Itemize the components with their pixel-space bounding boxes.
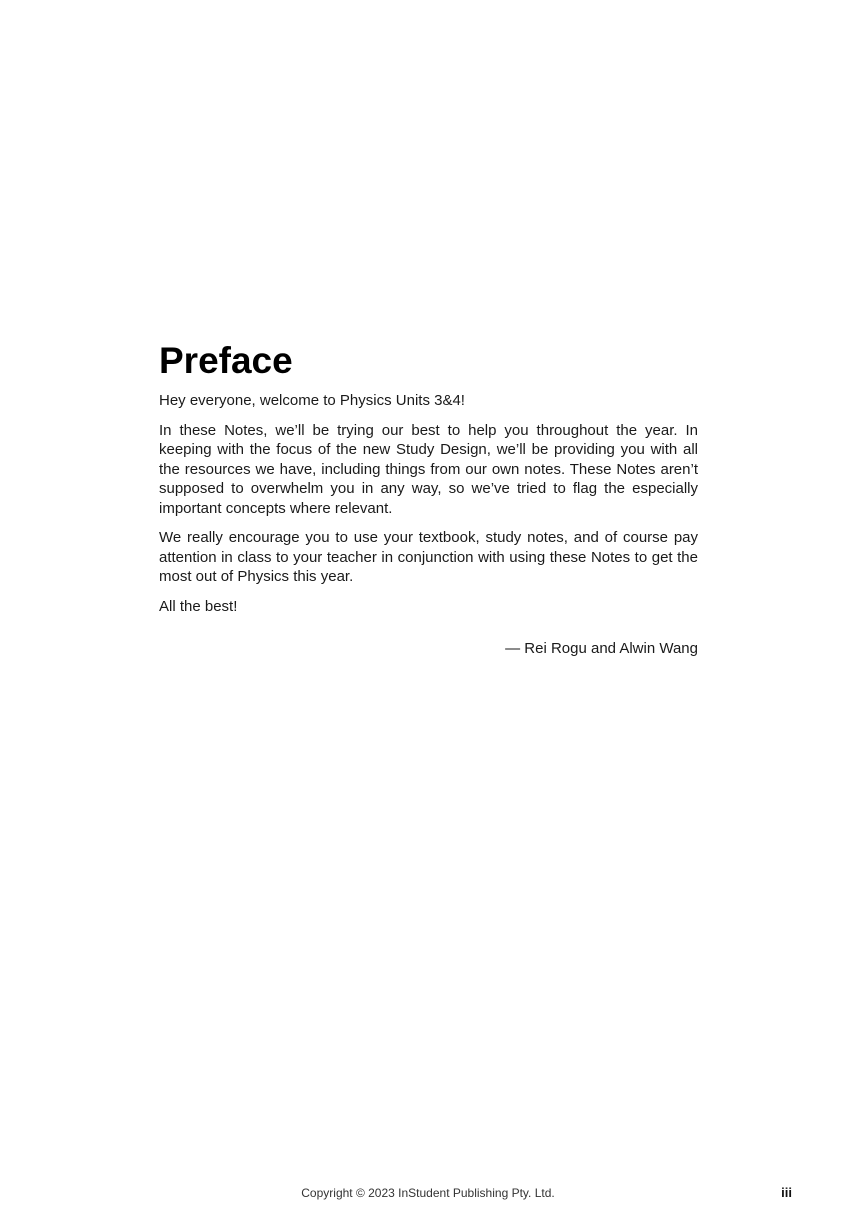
paragraph-encouragement: We really encourage you to use your textbook, study notes, and of course pay attention in class to your teacher in conjunction with using these Notes to get the most out of Physics this year. xyxy=(159,529,698,585)
paragraph-closing: All the best! xyxy=(159,597,238,615)
paragraph-notes-purpose: In these Notes, we’ll be trying our best to help you throughout the year. In keeping with the focus of the new Study Design, we’ll be providing you with all the resources we have, including things from our own notes. These Notes aren’t supposed to overwhelm you in any way, so we’ve tried to flag the especially important concepts where relevant. xyxy=(159,421,698,517)
page-number: iii xyxy=(781,1185,792,1200)
paragraph-welcome: Hey everyone, welcome to Physics Units 3&4! xyxy=(159,392,465,409)
authors-signature: — Rei Rogu and Alwin Wang xyxy=(505,640,698,657)
copyright-notice: Copyright © 2023 InStudent Publishing Pty. Ltd. xyxy=(301,1186,555,1200)
page-title: Preface xyxy=(159,340,293,381)
preface-section xyxy=(159,339,698,659)
